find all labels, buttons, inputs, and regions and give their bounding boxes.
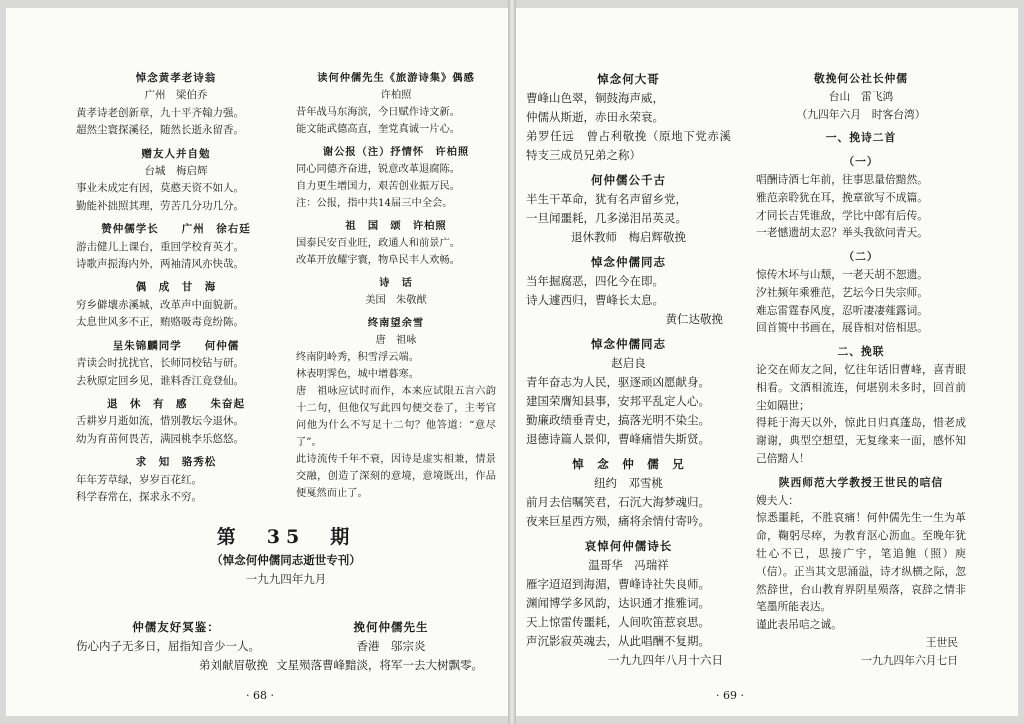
poem-line: 汐社频年乘雅范，艺坛今日失宗师。 bbox=[756, 285, 929, 299]
poem-line: 穷乡僻壤赤溪城，改革声中面貌新。 bbox=[76, 298, 244, 311]
poem-line: 青读会时扰扰官，长师同校钻与研。 bbox=[76, 357, 244, 370]
poem-title: 陕西师范大学教授王世民的唁信 bbox=[778, 475, 944, 489]
poem-line: 自力更生增国力，艰苦创业振万民。 bbox=[296, 180, 461, 192]
poem-line: 渊闻博学多风韵，达识通才推雅词。 bbox=[526, 596, 710, 610]
poem-line: 一旦闻噩耗，几多涕泪吊英灵。 bbox=[526, 211, 687, 225]
poem-line: 诗歌声振海内外，两袖清风亦快哉。 bbox=[76, 258, 244, 271]
left-column-1-bottom bbox=[76, 612, 276, 675]
page-number-left: · 68 · bbox=[246, 689, 274, 702]
poem-line: 雅范亲聆犹在耳，挽章欲写不成篇。 bbox=[756, 190, 929, 204]
left-column-2 bbox=[296, 64, 496, 502]
poem-line: 改革开放耀宇寰，物阜民丰人欢畅。 bbox=[296, 254, 461, 266]
book-gutter bbox=[508, 0, 516, 724]
poem-line: 诗人遽西归，曹峰长太息。 bbox=[526, 293, 664, 307]
poem-title: 一、挽诗二首 bbox=[825, 131, 897, 145]
poem-line: 嫂夫人： bbox=[756, 493, 800, 507]
poem-line: 才同长吉凭谁敌，学比中郎有后传。 bbox=[756, 208, 929, 222]
issue-subtitle: （悼念何仲儒同志逝世专刊） bbox=[211, 553, 361, 567]
poem-line: 惊传木坏与山颓，一老天胡不恕遗。 bbox=[756, 267, 929, 281]
prose-paragraph: 得耗于海天以外，惊此日归真蓬岛，惜老成谢谢，典型空想望，无复缘来一面，感怀知己倍黯人！ bbox=[756, 416, 966, 465]
poem-line: 声沉影寂英魂去，从此唱酬不复期。 bbox=[526, 634, 710, 648]
author-line: 美国 朱敬猷 bbox=[365, 294, 427, 306]
prose-paragraph: 论交在师友之间，忆往年话旧曹峰，喜青眼相看。文酒相流连，何堪别未多时，回首前尘如隔世； bbox=[756, 362, 966, 412]
author-line: 一九九四年六月七日 bbox=[861, 653, 958, 667]
poem-line: 夜来巨星西方殒，痛将余情付寄吟。 bbox=[526, 514, 710, 528]
author-line: 广州 梁伯乔 bbox=[144, 89, 208, 102]
poem-title: 二、挽联 bbox=[837, 345, 885, 359]
poem-line: 同心同德齐奋进，锐意改革退腐陈。 bbox=[296, 163, 461, 175]
poem-line: 能文能武德高直，奎党真诚一片心。 bbox=[296, 123, 461, 135]
poem-title: 悼念仲儒同志 bbox=[591, 337, 666, 351]
poem-title: （一） bbox=[843, 155, 879, 169]
poem-title: 悼念黄孝老诗翁 bbox=[135, 72, 217, 84]
author-line: （九四年六月 时客台湾） bbox=[796, 107, 926, 121]
poem-line: 林表明霁色，城中增暮寒。 bbox=[296, 368, 420, 380]
poem-line: 谨此表吊唁之诚。 bbox=[756, 618, 843, 632]
issue-date: 一九九四年九月 bbox=[245, 572, 327, 586]
poem-line: 雁字迢迢到海湄，曹峰诗社失良师。 bbox=[526, 577, 710, 591]
poem-title: 终南望余雪 bbox=[367, 317, 425, 329]
author-line: 香港 邬宗炎 bbox=[356, 639, 426, 653]
poem-line: 去秋原定回乡见，谁料香江竟登仙。 bbox=[76, 374, 244, 387]
poem-line: 当年掘腐恶，四化今在即。 bbox=[526, 274, 664, 288]
left-page bbox=[6, 8, 508, 716]
poem-title: 哀悼何仲儒诗长 bbox=[584, 539, 673, 553]
poem-line: 天上惊雷传噩耗，人间吹笛惹哀思。 bbox=[526, 615, 710, 629]
prose-paragraph: 弟罗任远 曾占利敬挽（原地下党赤溪特支三成员兄弟之称） bbox=[526, 129, 731, 162]
author-line: 台山 雷飞鸿 bbox=[828, 89, 894, 103]
author-line: 王世民 bbox=[925, 635, 958, 649]
poem-line: 事业未成定有因，莫憨天资不如人。 bbox=[76, 182, 244, 195]
poem-line: 舌耕岁月逝如流，惜别教坛今退休。 bbox=[76, 415, 244, 428]
issue-header bbox=[76, 518, 496, 589]
poem-title: 赠友人并自勉 bbox=[141, 147, 211, 160]
author-line: 弟刘献眉敬挽 bbox=[199, 658, 268, 672]
prose-paragraph: 唐 祖咏应试时而作，本来应试限五言六韵十二句，但他仅写此四句便交卷了，主考官问他为什么不写足十二句？他答道：“意尽了”。 bbox=[296, 385, 496, 448]
poem-title: 谢公报（注）抒情怀 许柏照 bbox=[322, 146, 470, 158]
poem-line: 退德诗篇人景仰，曹峰痛惜失斯贤。 bbox=[526, 432, 710, 446]
author-line: 纽约 邓雪桃 bbox=[594, 476, 663, 490]
poem-title: 赞仲儒学长 广州 徐右廷 bbox=[101, 223, 251, 236]
poem-line: 黄孝诗老创新章，九十平齐翰力强。 bbox=[76, 106, 244, 119]
author-line: 赵启良 bbox=[611, 356, 646, 370]
poem-line: 文星殒落曹峰黯淡，将军一去大树飘零。 bbox=[276, 658, 483, 672]
poem-title: 呈朱锦麟同学 何仲儒 bbox=[112, 339, 240, 352]
author-line: 唐 祖咏 bbox=[375, 334, 417, 346]
poem-line: 勤能补拙照其理，劳苦几分功几分。 bbox=[76, 199, 244, 212]
poem-line: 难忘雷霆春风度，忍听凄凄薤露词。 bbox=[756, 303, 929, 317]
prose-paragraph: 此诗流传千年不衰，因诗是虚实相兼，情景交融，创造了深刻的意境，意境既出，作品便戛然而止了。 bbox=[296, 453, 496, 499]
poem-line: 半生干革命，犹有名声留乡党， bbox=[526, 192, 687, 206]
left-column-1 bbox=[76, 64, 276, 506]
poem-title: 诗 话 bbox=[379, 277, 413, 289]
page-number-right: · 69 · bbox=[716, 689, 744, 702]
right-column-2 bbox=[756, 64, 966, 670]
author-line: 温哥华 冯瑞祥 bbox=[588, 558, 669, 572]
poem-title: 求 知 骆秀松 bbox=[135, 456, 217, 469]
poem-line: 唱酬诗酒七年前，往事思量倍黯然。 bbox=[756, 172, 929, 186]
poem-line: 年年芳草绿，岁岁百花红。 bbox=[76, 473, 202, 486]
poem-title: 偶 成 甘 海 bbox=[135, 281, 217, 294]
poem-title: 何仲儒公千古 bbox=[591, 173, 666, 187]
poem-line: 终南阴岭秀，积雪浮云端。 bbox=[296, 351, 420, 363]
poem-line: 一老憾遗胡太忍？举头我欲问青天。 bbox=[756, 226, 929, 240]
poem-line: 游击健儿上课台，重回学校育英才。 bbox=[76, 240, 244, 253]
poem-title: 读何仲儒先生《旅游诗集》偶感 bbox=[317, 72, 475, 84]
poem-title: 悼念仲儒同志 bbox=[591, 255, 666, 269]
poem-line: 超然尘寰探溪径，随然长逝永留香。 bbox=[76, 124, 244, 137]
poem-title: 仲儒友好冥鉴： bbox=[132, 620, 220, 634]
poem-line: 国泰民安百业旺，政通人和前景广。 bbox=[296, 237, 461, 249]
poem-line: 科学春常在，探求永不穷。 bbox=[76, 490, 202, 503]
poem-line: 伤心内子无多日，屈指知音少一人。 bbox=[76, 639, 260, 653]
poem-line: 曹峰山色翠，铜鼓海声威， bbox=[526, 91, 664, 105]
right-page bbox=[516, 8, 1018, 716]
poem-line: 太息世风多不正，贿赂吸毒竟纷陈。 bbox=[76, 316, 244, 329]
poem-line: 青年奋志为人民，驱逐顽凶愿献身。 bbox=[526, 375, 710, 389]
poem-title: 悼念何大哥 bbox=[597, 72, 660, 86]
poem-title: （二） bbox=[843, 250, 879, 264]
author-line: 台城 梅启辉 bbox=[144, 165, 208, 178]
poem-title: 敬挽何公社长仲儒 bbox=[813, 72, 908, 85]
poem-line: 幼为育苗何畏苦，满园桃李乐悠悠。 bbox=[76, 432, 244, 445]
right-column-1 bbox=[526, 64, 731, 670]
author-line: 退休教师 梅启辉敬挽 bbox=[571, 230, 686, 244]
poem-line: 建国荣膺知县事，安邦平乱定人心。 bbox=[526, 394, 710, 408]
author-line: 许柏照 bbox=[380, 89, 412, 101]
author-line: 一九九四年八月十六日 bbox=[608, 653, 723, 667]
poem-line: 勤廉政绩垂青史，搞落光明不染尘。 bbox=[526, 413, 710, 427]
poem-line: 前月去信嘱笑君，石沉大海梦魂归。 bbox=[526, 495, 710, 509]
poem-line: 回首篑中书画在，展昏相对倍相思。 bbox=[756, 321, 929, 335]
poem-title: 挽何仲儒先生 bbox=[353, 620, 429, 634]
poem-title: 退 休 有 感 朱奋起 bbox=[107, 397, 245, 410]
poem-title: 祖 国 颂 许柏照 bbox=[345, 220, 447, 232]
poem-line: 仲儒从斯逝，赤田永荣衰。 bbox=[526, 110, 664, 124]
prose-paragraph: 惊悉噩耗，不胜哀痛！何仲儒先生一生为革命，鞠躬尽瘁，为教育沤心沥血。至晚年犹壮心不已，思接广宇，笔追鲍（照）庾（信）。正当其文思涌溢，诗才纵横之际，忽然辞世，台山教育界阴星殒落，哀辞之情非笔墨所能表达。 bbox=[756, 511, 966, 614]
author-line: 黄仁达敬挽 bbox=[665, 312, 723, 326]
issue-title: 第 35 期 bbox=[216, 526, 356, 548]
left-column-2-bottom bbox=[276, 612, 506, 675]
poem-line: 注：公报，指中共14届三中全会。 bbox=[296, 197, 453, 209]
poem-line: 昔年战马东海滨，今日赋作诗文新。 bbox=[296, 106, 461, 118]
poem-title: 悼 念 仲 儒 兄 bbox=[572, 457, 685, 471]
